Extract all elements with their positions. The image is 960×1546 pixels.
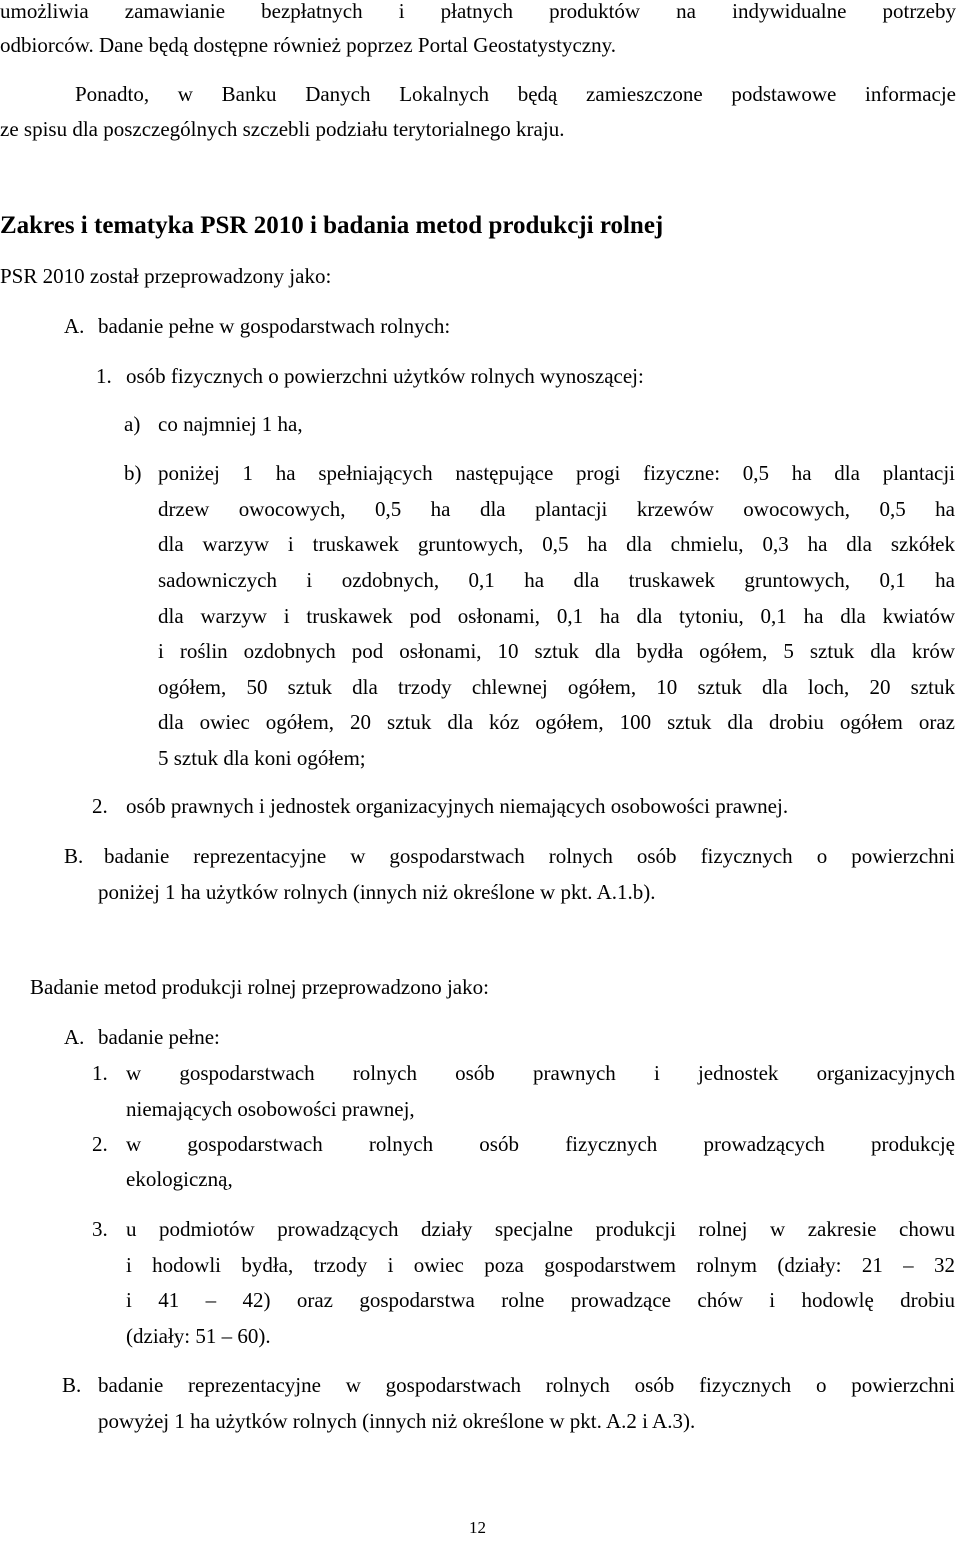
list-item-line: niemających osobowości prawnej,	[126, 1097, 415, 1121]
list-item: co najmniej 1 ha,	[158, 412, 303, 436]
list-marker: B.	[62, 1373, 82, 1397]
list-item-line: i hodowli bydła, trzody i owiec poza gospodarstwem rolnym (działy: 21 – 32	[126, 1253, 955, 1277]
paragraph: PSR 2010 został przeprowadzony jako:	[0, 264, 332, 288]
list-marker: 3.	[92, 1217, 108, 1241]
list-marker: a)	[124, 412, 141, 436]
list-marker: A.	[64, 314, 85, 338]
list-item: osób fizycznych o powierzchni użytków rolnych wynoszącej:	[126, 364, 644, 388]
list-marker: b)	[124, 461, 142, 485]
list-item-line: sadowniczych i ozdobnych, 0,1 ha dla truskawek gruntowych, 0,1 ha	[158, 568, 955, 592]
list-item-line: dla owiec ogółem, 20 sztuk dla kóz ogółem, 100 sztuk dla drobiu ogółem oraz	[158, 710, 955, 734]
page-number: 12	[469, 1518, 486, 1537]
intro-line: Ponadto, w Banku Danych Lokalnych będą zamieszczone podstawowe informacje	[75, 82, 956, 106]
list-item-line: dla warzyw i truskawek pod osłonami, 0,1 ha dla tytoniu, 0,1 ha dla kwiatów	[158, 604, 955, 628]
intro-line: umożliwia zamawianie bezpłatnych i płatnych produktów na indywidualne potrzeby	[0, 0, 956, 23]
list-item-line: ekologiczną,	[126, 1167, 233, 1191]
paragraph: Badanie metod produkcji rolnej przeprowadzono jako:	[30, 975, 489, 999]
list-item-line: badanie reprezentacyjne w gospodarstwach rolnych osób fizycznych o powierzchni	[104, 844, 955, 868]
list-marker: 1.	[92, 1061, 108, 1085]
list-marker: 2.	[92, 1132, 108, 1156]
list-item-line: i roślin ozdobnych pod osłonami, 10 sztuk dla bydła ogółem, 5 sztuk dla krów	[158, 639, 955, 663]
list-item: osób prawnych i jednostek organizacyjnych niemających osobowości prawnej.	[126, 794, 789, 818]
list-item-line: ogółem, 50 sztuk dla trzody chlewnej ogółem, 10 sztuk dla loch, 20 sztuk	[158, 675, 955, 699]
list-item: badanie pełne w gospodarstwach rolnych:	[98, 314, 451, 338]
list-item-line: w gospodarstwach rolnych osób fizycznych prowadzących produkcję	[126, 1132, 955, 1156]
list-item-line: poniżej 1 ha spełniających następujące progi fizyczne: 0,5 ha dla plantacji	[158, 461, 955, 485]
list-item-line: drzew owocowych, 0,5 ha dla plantacji krzewów owocowych, 0,5 ha	[158, 497, 955, 521]
section-heading: Zakres i tematyka PSR 2010 i badania metod produkcji rolnej	[0, 212, 664, 239]
list-marker: 2.	[92, 794, 108, 818]
intro-line: ze spisu dla poszczególnych szczebli podziału terytorialnego kraju.	[0, 117, 565, 141]
list-marker: A.	[64, 1025, 85, 1049]
list-item-line: w gospodarstwach rolnych osób prawnych i jednostek organizacyjnych	[126, 1061, 955, 1085]
list-item-line: powyżej 1 ha użytków rolnych (innych niż określone w pkt. A.2 i A.3).	[98, 1409, 696, 1433]
list-item-line: poniżej 1 ha użytków rolnych (innych niż określone w pkt. A.1.b).	[98, 880, 656, 904]
list-item-line: dla warzyw i truskawek gruntowych, 0,5 ha dla chmielu, 0,3 ha dla szkółek	[158, 532, 955, 556]
list-marker: 1.	[96, 364, 112, 388]
list-item-line: (działy: 51 – 60).	[126, 1324, 271, 1348]
list-item-line: 5 sztuk dla koni ogółem;	[158, 746, 366, 770]
list-marker: B.	[64, 844, 84, 868]
list-item-line: badanie reprezentacyjne w gospodarstwach rolnych osób fizycznych o powierzchni	[98, 1373, 955, 1397]
list-item-line: u podmiotów prowadzących działy specjalne produkcji rolnej w zakresie chowu	[126, 1217, 955, 1241]
list-item-line: i 41 – 42) oraz gospodarstwa rolne prowadzące chów i hodowlę drobiu	[126, 1288, 955, 1312]
intro-line: odbiorców. Dane będą dostępne również poprzez Portal Geostatystyczny.	[0, 33, 616, 57]
list-item: badanie pełne:	[98, 1025, 220, 1049]
